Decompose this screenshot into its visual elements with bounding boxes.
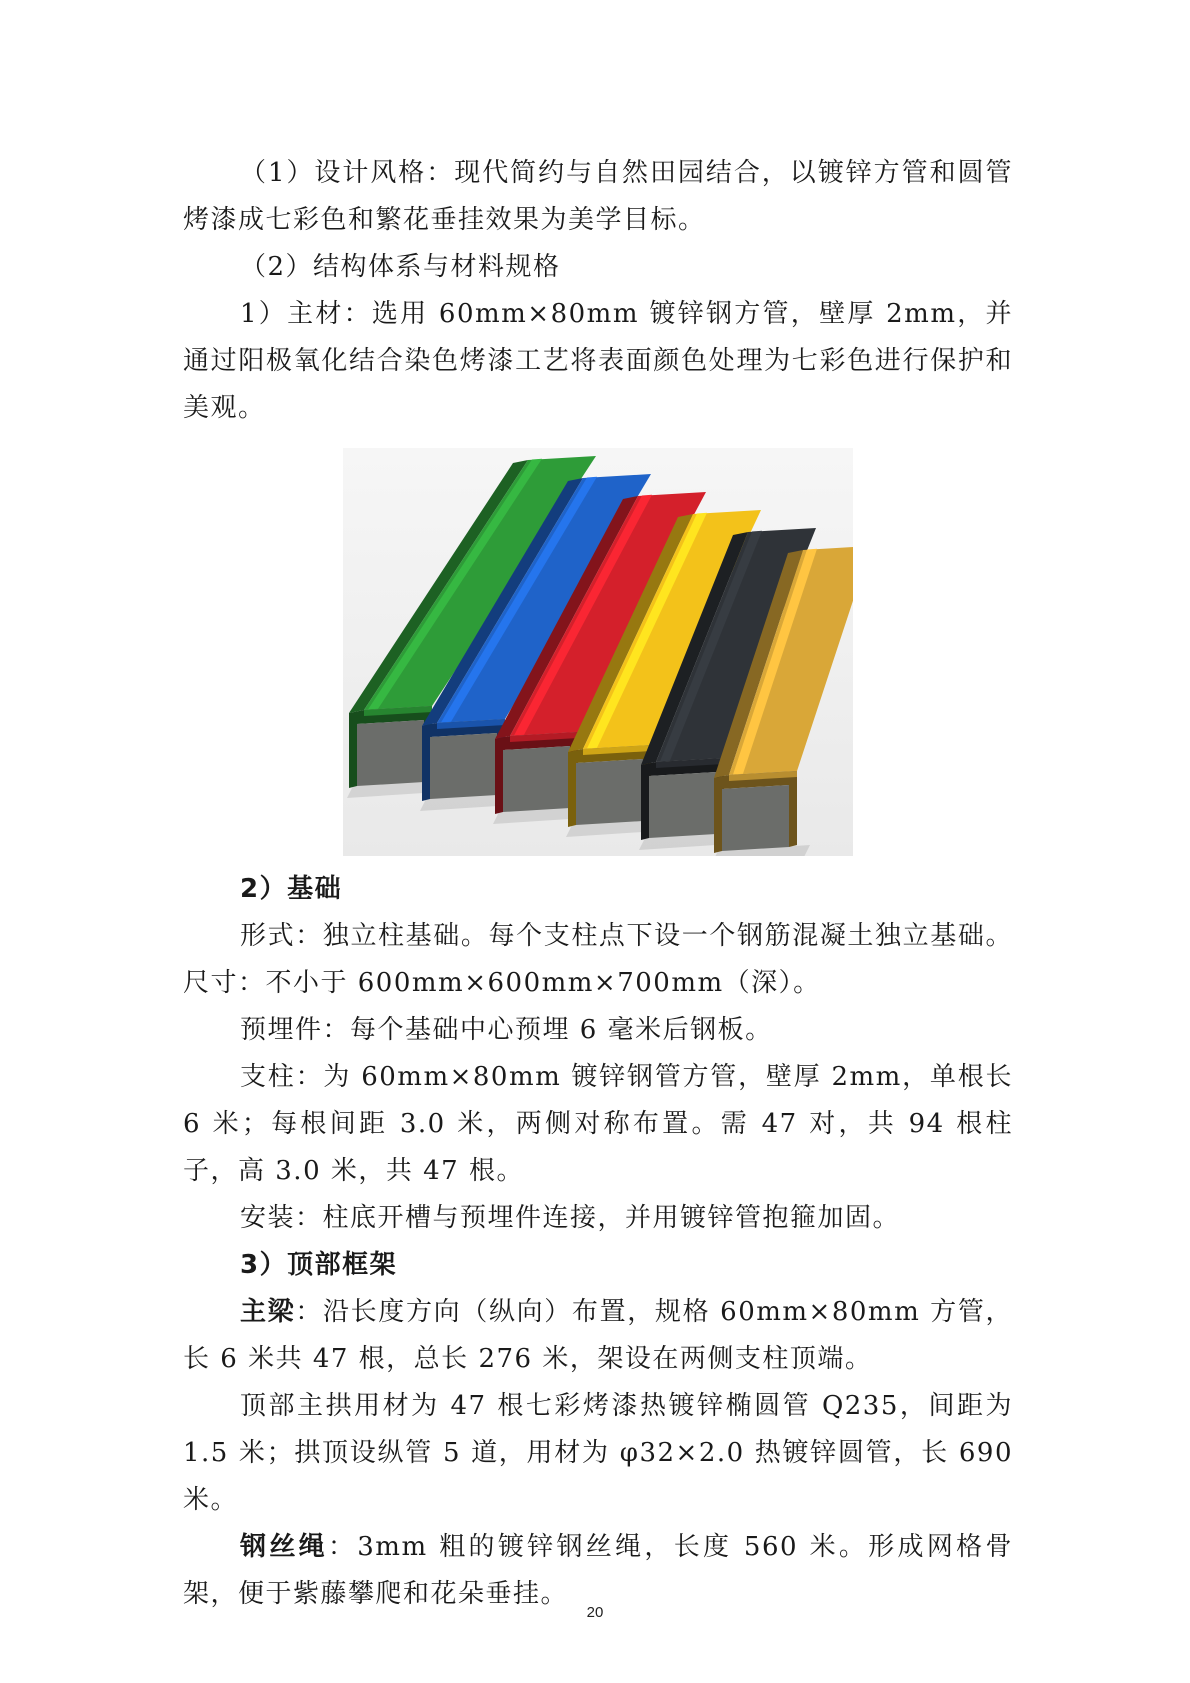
page-number: 20 <box>586 1604 604 1621</box>
main-beam-label: 主梁 <box>240 1297 296 1327</box>
colored-square-tubes-photo-icon <box>343 448 853 856</box>
tube-interior <box>503 746 570 812</box>
page-content <box>183 150 1013 1618</box>
section-top-frame-heading: 3）顶部框架 <box>240 1250 398 1280</box>
paragraph-main-beam <box>183 1289 1013 1383</box>
tube-interior <box>430 733 497 799</box>
paragraph-columns: 支柱：为 60mm×80mm 镀锌钢管方管，壁厚 2mm，单根长 6 米；每根间距 3.0 米，两侧对称布置。需 47 对，共 94 根柱子，高 3.0 米，共 47 根。 <box>183 1062 1013 1186</box>
paragraph-embedded-parts: 预埋件：每个基础中心预埋 6 毫米后钢板。 <box>240 1015 773 1045</box>
tube-interior <box>722 785 789 851</box>
paragraph-installation: 安装：柱底开槽与预埋件连接，并用镀锌管抱箍加固。 <box>240 1203 901 1233</box>
main-beam-text: ：沿长度方向（纵向）布置，规格 60mm×80mm 方管，长 6 米共 47 根，总长 276 米，架设在两侧支柱顶端。 <box>183 1297 1013 1374</box>
steel-rope-label: 钢丝绳 <box>240 1532 328 1562</box>
section-foundation-heading: 2）基础 <box>240 874 343 904</box>
tube-interior <box>576 759 643 825</box>
tube-interior <box>649 772 716 838</box>
paragraph-structure-title: （2）结构体系与材料规格 <box>240 252 561 282</box>
tube-interior <box>357 720 424 786</box>
paragraph-foundation-form: 形式：独立柱基础。每个支柱点下设一个钢筋混凝土独立基础。尺寸：不小于 600mm×600mm×700mm（深）。 <box>183 921 1013 998</box>
paragraph-design-style: （1）设计风格：现代简约与自然田园结合，以镀锌方管和圆管烤漆成七彩色和繁花垂挂效果为美学目标。 <box>183 158 1013 235</box>
steel-rope-text: ：3mm 粗的镀锌钢丝绳，长度 560 米。形成网格骨架，便于紫藤攀爬和花朵垂挂。 <box>183 1532 1013 1609</box>
paragraph-arch: 顶部主拱用材为 47 根七彩烤漆热镀锌椭圆管 Q235，间距为 1.5 米；拱顶设纵管 5 道，用材为 φ32×2.0 热镀锌圆管，长 690 米。 <box>183 1391 1013 1515</box>
paragraph-main-material: 1）主材：选用 60mm×80mm 镀锌钢方管，壁厚 2mm，并通过阳极氧化结合染色烤漆工艺将表面颜色处理为七彩色进行保护和美观。 <box>183 299 1013 423</box>
